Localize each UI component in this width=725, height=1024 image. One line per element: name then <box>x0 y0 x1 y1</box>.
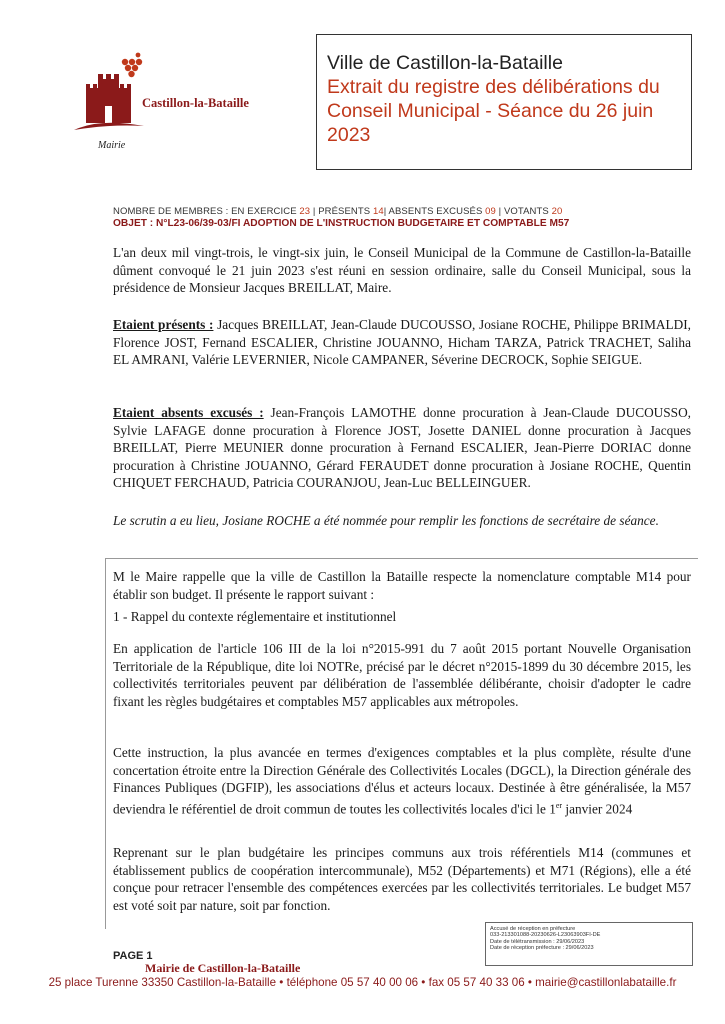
maire-paragraph: M le Maire rappelle que la ville de Castillon la Bataille respecte la nomenclature comptable M14 pour établir son budget. Il présente le rapport suivant : <box>113 569 691 602</box>
stamp-line3: Date de télétransmission : 29/06/2023 <box>490 938 585 945</box>
reprenant-paragraph: Reprenant sur le plan budgétaire les principes communs aux trois référentiels M14 (communes et établissement publics de coopération intercommunale), M52 (Départements) et M71 (Régions), elle a été conçue pour retracer l'ensemble des compétences exercées par les collectivités territoriales. Le budget M57 est voté soit par nature, soit par fonction. <box>113 845 691 913</box>
objet-title: OBJET : N°L23-06/39-03/FI ADOPTION DE L'INSTRUCTION BUDGETAIRE ET COMPTABLE M57 <box>113 218 570 229</box>
meta-votants: 20 <box>551 206 563 217</box>
application-paragraph: En application de l'article 106 III de la loi n°2015-991 du 7 août 2015 portant Nouvelle Organisation Territoriale de la République, dite loi NOTRe, précisé par le décret n°2015-1899 du 30 décembre 2015, les collectivités territoriales peuvent par délibération de l'assemblée délibérante, choisir d'adopter le cadre fixant les règles budgétaires et comptables M57 applicables aux métropoles. <box>113 641 691 709</box>
logo-subtitle: Mairie <box>98 140 126 151</box>
meta-votants-label: | VOTANTS <box>495 206 552 217</box>
footer-title: Mairie de Castillon-la-Bataille <box>145 961 301 975</box>
stamp-line1: Accusé de réception en préfecture <box>490 926 576 932</box>
logo <box>70 44 290 164</box>
meta-presents: 14 <box>372 206 384 217</box>
intro-paragraph: L'an deux mil vingt-trois, le vingt-six juin, le Conseil Municipal de la Commune de Castillon-la-Bataille dûment convoqué le 21 juin 2023 s'est réuni en session ordinaire, salle du Conseil Municipal, sous la présidence de Monsieur Jacques BREILLAT, Maire. <box>113 245 691 295</box>
member-count <box>113 206 693 217</box>
meta-absents-label: | ABSENTS EXCUSÉS <box>383 206 486 217</box>
absents-paragraph <box>113 404 691 492</box>
header-extract-line3: 2023 <box>327 124 371 146</box>
rappel-heading: 1 - Rappel du contexte réglementaire et institutionnel <box>113 609 397 624</box>
page-number: PAGE 1 <box>113 950 153 962</box>
absents-label: Etaient absents excusés : <box>113 405 264 420</box>
scrutin-paragraph: Le scrutin a eu lieu, Josiane ROCHE a été nommée pour remplir les fonctions de secrétaire de séance. <box>113 513 659 528</box>
presents-paragraph <box>113 316 691 369</box>
stamp-line4: Date de réception préfecture : 29/06/2023 <box>490 945 594 952</box>
grapes-icon <box>122 53 142 78</box>
instruction-end: janvier 2024 <box>562 800 633 816</box>
meta-en-exercice: 23 <box>299 206 311 217</box>
instruction-superscript: er <box>555 800 563 810</box>
header-city: Ville de Castillon-la-Bataille <box>327 52 563 74</box>
logo-name: Castillon-la-Bataille <box>142 96 249 110</box>
footer-address: 25 place Turenne 33350 Castillon-la-Bataille • téléphone 05 57 40 00 06 • fax 05 57 40 33 06 • mairie@castillonlabataille.fr <box>48 976 677 989</box>
prefecture-stamp <box>485 922 693 966</box>
stamp-line2: 033-213301088-20230626-L23063903FI-DE <box>490 932 601 939</box>
presents-label: Etaient présents : <box>113 317 214 332</box>
absents-list: Jean-François LAMOTHE donne procuration à Jean-Claude DUCOUSSO, Sylvie LAFAGE donne procuration à Florence JOST, Josette DANIEL donne procuration à Jacques BREILLAT, Pierre MEUNIER donne procuration à Fernand ESCALIER, Jean-Pierre DORIAC donne procuration à Christine JOUANNO, Gérard FERAUDET donne procuration à Josiane ROCHE, Quentin CHIQUET FERCHAUD, Patricia COURANJOU, Jean-Luc BELLEINGUER. <box>113 405 691 490</box>
instruction-text: Cette instruction, la plus avancée en termes d'exigences comptables et la plus complète, résulte d'une concertation étroite entre la Direction Générale des Collectivités Locales (DGCL), la Direction générale des Finances Publiques (DGFIP), les associations d'élus et acteurs locaux. Destinée à être généralisée, la M57 deviendra le référentiel de droit commun de toutes les collectivités locales d'ici le 1 <box>113 745 691 816</box>
meta-absents: 09 <box>485 206 496 217</box>
meta-presents-label: | PRÉSENTS <box>310 206 373 217</box>
header-extract-line1: Extrait du registre des délibérations du <box>327 76 660 98</box>
presents-list: Jacques BREILLAT, Jean-Claude DUCOUSSO, Josiane ROCHE, Philippe BRIMALDI, Florence JOST, Fernand ESCALIER, Christine JOUANNO, Hicham TARZA, Patrick TRACHET, Saliha EL AMRANI, Valérie LEVERNIER, Nicole CAMPANER, Séverine DECROCK, Sophie SEIGUE. <box>113 317 691 367</box>
meta-prefix: NOMBRE DE MEMBRES : EN EXERCICE <box>113 206 300 217</box>
header-box <box>316 34 692 170</box>
castle-icon <box>70 44 150 140</box>
instruction-paragraph <box>113 744 691 817</box>
header-extract-line2: Conseil Municipal - Séance du 26 juin <box>327 100 654 122</box>
